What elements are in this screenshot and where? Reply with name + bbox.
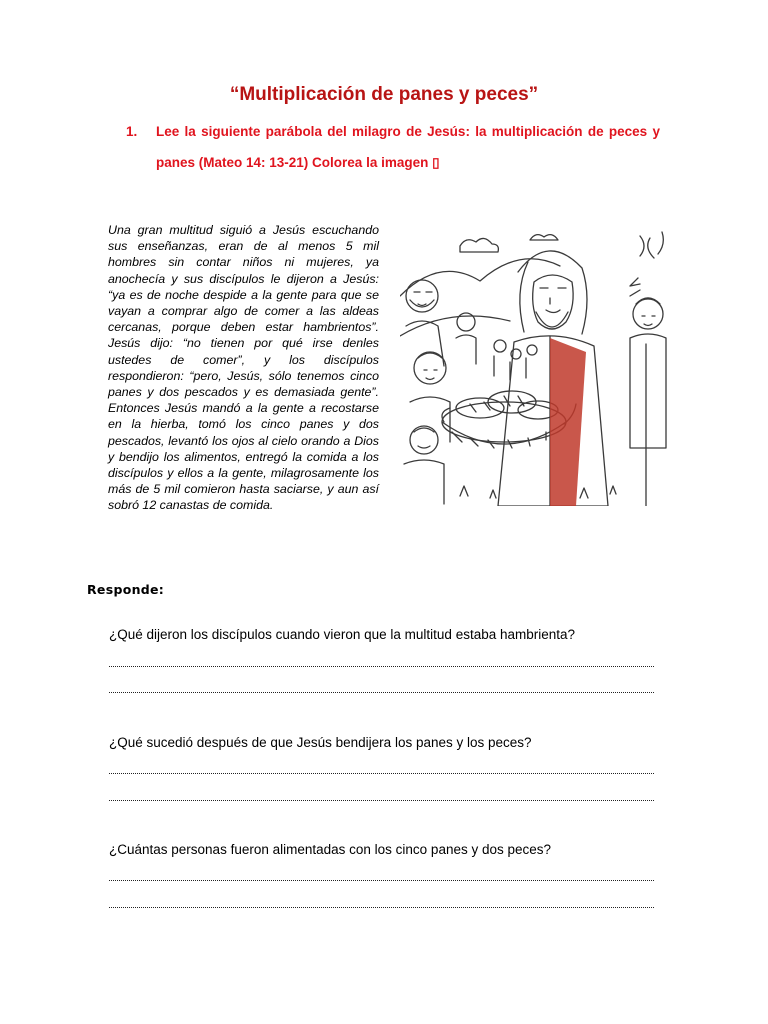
question-1: ¿Qué dijeron los discípulos cuando vieron que la multitud estaba hambrienta? <box>109 627 576 642</box>
responde-label: Responde: <box>87 582 165 597</box>
coloring-illustration <box>400 226 676 506</box>
instruction-text: Lee la siguiente parábola del milagro de Jesús: la multiplicación de peces y panes (Mateo 14: 13-21) Colorea la imagen ▯ <box>156 124 660 170</box>
answer-line[interactable] <box>109 880 654 881</box>
instruction-number: 1. <box>126 124 138 139</box>
question-3: ¿Cuántas personas fueron alimentadas con los cinco panes y dos peces? <box>109 842 552 857</box>
page-title: “Multiplicación de panes y peces” <box>229 84 539 105</box>
question-2: ¿Qué sucedió después de que Jesús bendijera los panes y los peces? <box>109 735 532 750</box>
answer-line[interactable] <box>109 666 654 667</box>
answer-line[interactable] <box>109 800 654 801</box>
instruction-item <box>128 116 660 178</box>
answer-line[interactable] <box>109 692 654 693</box>
answer-line[interactable] <box>109 907 654 908</box>
story-paragraph: Una gran multitud siguió a Jesús escuchando sus enseñanzas, eran de al menos 5 mil hombres sin contar niños ni mujeres, ya anochecía y sus discípulos le dijeron a Jesús: “ya es de noche despide a la gente para que se vayan a comprar algo de comer a las aldeas cercanas, porque deben estar hambrientos”. Jesús dijo: “no tienen por qué irse denles ustedes de comer”, y los discípulos respondieron: “pero, Jesús, sólo tenemos cinco panes y dos pescados y es demasiada gente”. Entonces Jesús mandó a la gente a recostarse en la hierba, tomó los cinco panes y dos pescados, levantó los ojos al cielo orando a Dios y bendijo los alimentos, entregó la comida a los discípulos y ellos a la gente, milagrosamente los más de 5 mil comieron hasta saciarse, y aun así sobró 12 canastas de comida. <box>108 223 379 513</box>
answer-line[interactable] <box>109 773 654 774</box>
coloring-page-jesus-with-bread-basket-icon <box>400 226 676 506</box>
